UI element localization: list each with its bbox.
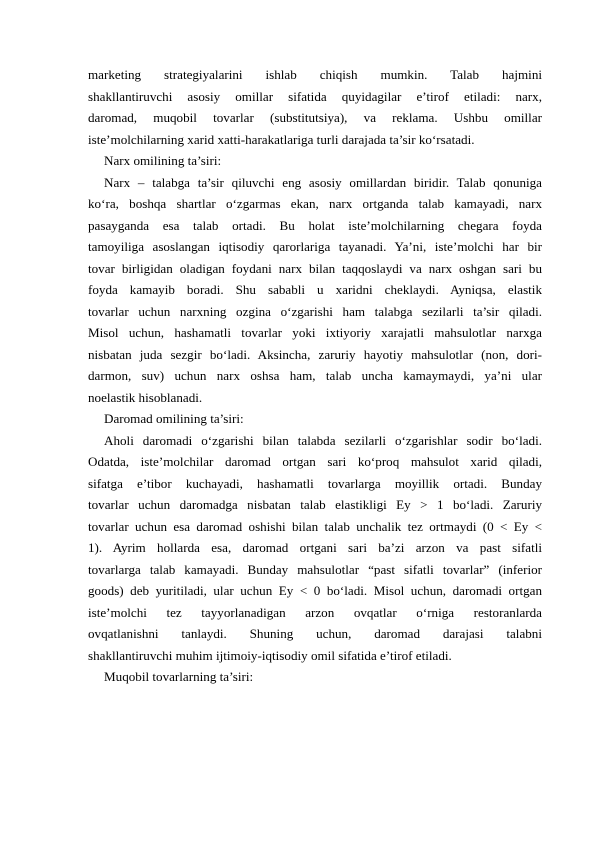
paragraph-p3 (88, 172, 542, 409)
text-line: iste’molchilarning xarid xatti-harakatlariga turli darajada ta’sir ko‘rsatadi. (88, 131, 475, 147)
text-line: shakllantiruvchi muhim ijtimoiy-iqtisodiy omil sifatida e’tirof etiladi. (88, 647, 452, 663)
text-line: sifatga e’tibor kuchayadi, hashamatli tovarlarga moyillik ortadi. Bunday (88, 475, 542, 491)
text-line: noelastik hisoblanadi. (88, 389, 203, 405)
paragraph-p4 (88, 408, 542, 430)
text-line: ko‘ra, boshqa shartlar o‘zgarmas ekan, narx ortganda talab kamayadi, narx (88, 196, 542, 211)
text-line: tamoyiliga asoslangan iqtisodiy qarorlariga tayanadi. Ya’ni, iste’molchi har bir (88, 239, 542, 254)
text-line: daromad, muqobil tovarlar (substitutsiya), va reklama. Ushbu omillar (88, 110, 542, 125)
text-line: Odatda, iste’molchilar daromad ortgan sari ko‘proq mahsulot xarid qiladi, (88, 454, 542, 469)
text-line: tovarlar uchun daromadga nisbatan talab elastikligi Ey > 1 bo‘ladi. Zaruriy (88, 497, 542, 512)
text-line: foyda kamayib boradi. Shu sababli u xaridni cheklaydi. Ayniqsa, elastik (88, 282, 542, 297)
paragraph-p1 (88, 64, 542, 150)
document-page (88, 64, 542, 688)
text-line: Daromad omilining ta’siri: (104, 411, 244, 426)
text-line: tovarlar uchun narxning ozgina o‘zgarishi ham talabga sezilarli ta’sir qiladi. (88, 303, 542, 319)
text-line: tovarlarga talab kamayadi. Bunday mahsulotlar “past sifatli tovarlar” (inferior (88, 561, 542, 577)
text-line: iste’molchi tez tayyorlanadigan arzon ovqatlar o‘rniga restoranlarda (88, 604, 542, 620)
text-line: darmon, suv) uchun narx oshsa ham, talab uncha kamaymaydi, ya’ni ular (88, 368, 542, 383)
text-line: shakllantiruvchi asosiy omillar sifatida quyidagilar e’tirof etiladi: narx, (88, 88, 542, 104)
paragraph-p6 (88, 666, 542, 688)
paragraph-p5 (88, 430, 542, 667)
text-line: Misol uchun, hashamatli tovarlar yoki ixtiyoriy xarajatli mahsulotlar narxga (88, 325, 542, 340)
paragraph-p2 (88, 150, 542, 172)
text-line: tovar birligidan oladigan foydani narx bilan taqqoslaydi va narx oshgan sari bu (88, 260, 542, 276)
text-line: 1). Ayrim hollarda esa, daromad ortgani sari ba’zi arzon va past sifatli (88, 540, 542, 555)
text-line: pasayganda esa talab ortadi. Bu holat iste’molchilarning chegara foyda (88, 217, 542, 233)
text-line: nisbatan juda sezgir bo‘ladi. Aksincha, zaruriy hayotiy mahsulotlar (non, dori- (88, 346, 542, 362)
text-line: Narx – talabga ta’sir qiluvchi eng asosiy omillardan biridir. Talab qonuniga (104, 174, 542, 190)
text-line: Narx omilining ta’siri: (104, 153, 222, 168)
text-line: goods) deb yuritiladi, ular uchun Ey < 0 bo‘ladi. Misol uchun, daromadi ortgan (88, 583, 542, 598)
text-line: marketing strategiyalarini ishlab chiqish mumkin. Talab hajmini (88, 67, 542, 82)
text-line: ovqatlanishni tanlaydi. Shuning uchun, daromad darajasi talabni (88, 626, 542, 641)
text-line: Aholi daromadi o‘zgarishi bilan talabda sezilarli o‘zgarishlar sodir bo‘ladi. (104, 432, 542, 448)
text-line: tovarlar uchun esa daromad oshishi bilan talab unchalik tez ortmaydi (0 < Ey < (88, 518, 542, 534)
text-line: Muqobil tovarlarning ta’siri: (104, 669, 254, 684)
